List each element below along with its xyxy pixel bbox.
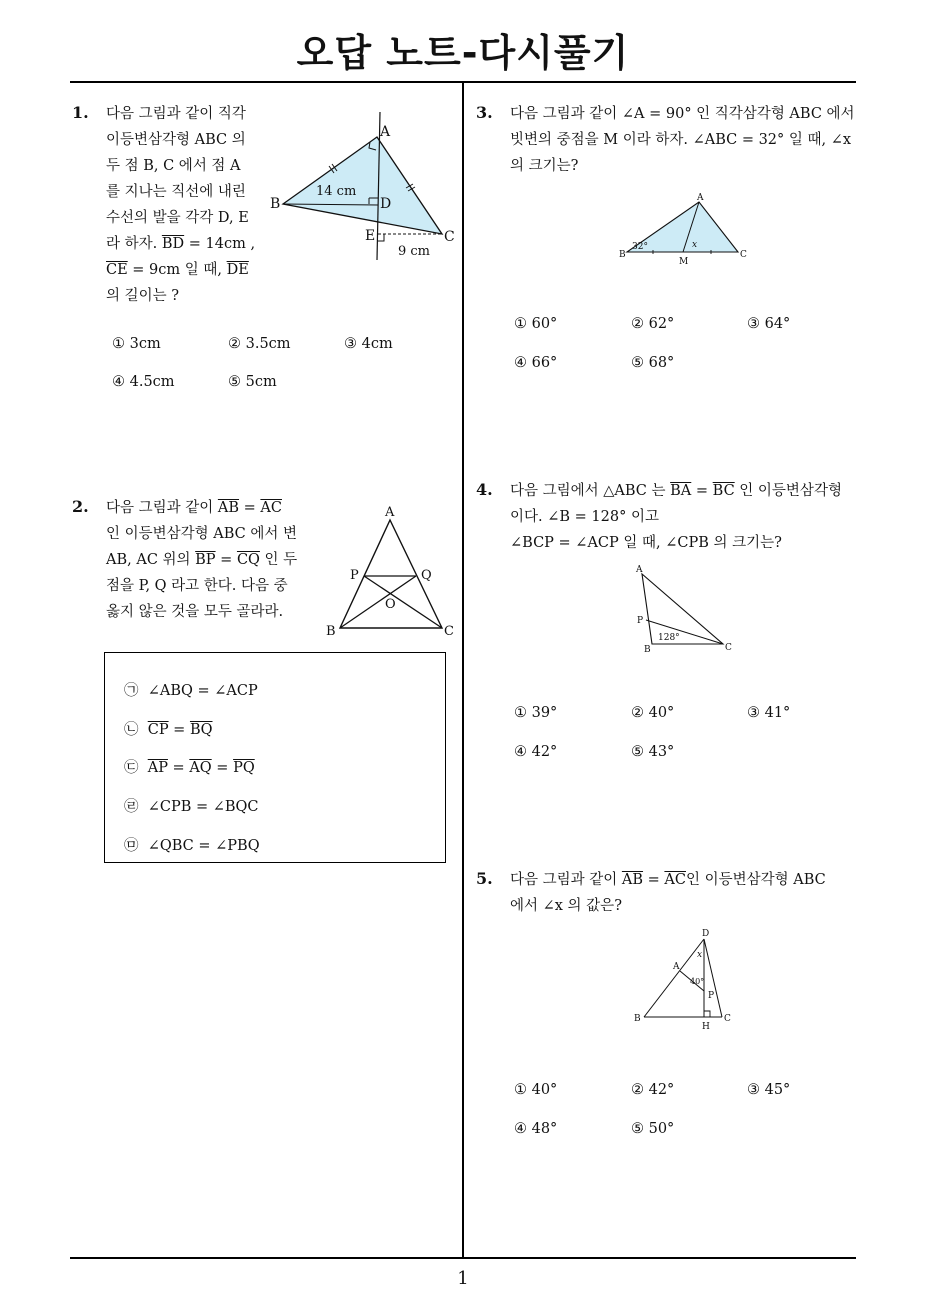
segment-bd: $\overline{BD}$ bbox=[161, 236, 185, 252]
q4-line: 이다. ∠B = 128° 이고 bbox=[510, 509, 659, 525]
q4-option-1[interactable]: ① 39° bbox=[514, 705, 558, 721]
q3-x-label: x bbox=[692, 240, 698, 250]
q4-label-a: A bbox=[636, 565, 643, 575]
q3-option-5[interactable]: ⑤ 68° bbox=[631, 355, 675, 371]
question-5-figure bbox=[630, 925, 740, 1040]
statement-mark: ㉠ bbox=[124, 683, 139, 699]
statement-mark: ㉢ bbox=[124, 760, 139, 776]
q3-line: 빗변의 중점을 M 이라 하자. ∠ABC = 32° 일 때, ∠x bbox=[510, 132, 852, 148]
q1-label-c: C bbox=[444, 229, 455, 245]
q1-line: 다음 그림과 같이 직각 bbox=[106, 106, 246, 122]
bottom-rule bbox=[70, 1257, 856, 1259]
q2-statement-3[interactable] bbox=[124, 756, 255, 777]
page-number: 1 bbox=[457, 1268, 469, 1289]
question-1-figure bbox=[270, 100, 470, 270]
q2-line bbox=[106, 495, 306, 521]
q2-line: 옳지 않은 것을 모두 골라라. bbox=[106, 604, 284, 620]
q2-label-p: P bbox=[350, 568, 359, 583]
q4-angle-label: 128° bbox=[658, 633, 680, 643]
q1-line: 의 길이는 ? bbox=[106, 288, 180, 304]
q4-text: 인 이등변삼각형 bbox=[734, 483, 842, 499]
segment-bq: $\overline{BQ}$ bbox=[189, 722, 213, 738]
q3-label-m: M bbox=[679, 257, 689, 267]
q5-label-d: D bbox=[702, 929, 710, 939]
q1-line: 를 지나는 직선에 내린 bbox=[106, 184, 246, 200]
q3-label-c: C bbox=[740, 250, 747, 260]
q1-line bbox=[106, 231, 266, 257]
q4-text: 다음 그림에서 △ABC 는 bbox=[510, 483, 671, 499]
q2-label-c: C bbox=[444, 624, 454, 639]
segment-bc: $\overline{BC}$ bbox=[712, 483, 735, 499]
question-1-text bbox=[106, 101, 266, 309]
q1-option-4[interactable]: ④ 4.5cm bbox=[112, 374, 175, 390]
q5-option-1[interactable]: ① 40° bbox=[514, 1082, 558, 1098]
question-1-number: 1. bbox=[72, 103, 89, 122]
q2-line bbox=[106, 547, 306, 573]
q1-label-b: B bbox=[270, 196, 281, 212]
q1-line: 수선의 발을 각각 D, E bbox=[106, 210, 249, 226]
segment-ab: $\overline{AB}$ bbox=[217, 500, 240, 516]
q3-option-4[interactable]: ④ 66° bbox=[514, 355, 558, 371]
q1-line: 두 점 B, C 에서 점 A bbox=[106, 158, 241, 174]
q3-option-3[interactable]: ③ 64° bbox=[747, 316, 791, 332]
question-3-text bbox=[510, 101, 860, 179]
q2-label-q: Q bbox=[421, 568, 432, 583]
q1-option-1[interactable]: ① 3cm bbox=[112, 336, 161, 352]
question-5-number: 5. bbox=[476, 869, 493, 888]
segment-cp: $\overline{CP}$ bbox=[147, 722, 169, 738]
q5-label-a: A bbox=[673, 962, 680, 972]
q1-option-5[interactable]: ⑤ 5cm bbox=[228, 374, 277, 390]
q4-line bbox=[510, 478, 860, 504]
q5-label-p: P bbox=[708, 991, 715, 1001]
q4-line: ∠BCP = ∠ACP 일 때, ∠CPB 의 크기는? bbox=[510, 535, 782, 551]
q4-label-b: B bbox=[644, 645, 651, 655]
segment-ce: $\overline{CE}$ bbox=[106, 262, 128, 278]
q4-option-4[interactable]: ④ 42° bbox=[514, 744, 558, 760]
q3-option-2[interactable]: ② 62° bbox=[631, 316, 675, 332]
statement-text: = bbox=[211, 760, 234, 776]
question-3-figure bbox=[615, 190, 755, 270]
q4-option-3[interactable]: ③ 41° bbox=[747, 705, 791, 721]
q3-angle-label: 32° bbox=[632, 242, 648, 252]
q1-label-d: D bbox=[380, 196, 392, 212]
segment-bp: $\overline{BP}$ bbox=[195, 552, 216, 568]
q3-label-a: A bbox=[697, 193, 704, 203]
q5-text: 인 이등변삼각형 ABC bbox=[685, 872, 826, 888]
q2-statement-5[interactable] bbox=[124, 834, 260, 855]
q1-line: 이등변삼각형 ABC 의 bbox=[106, 132, 246, 148]
q5-option-4[interactable]: ④ 48° bbox=[514, 1121, 558, 1137]
q2-label-a: A bbox=[385, 505, 395, 520]
q2-line: 인 이등변삼각형 ABC 에서 변 bbox=[106, 526, 297, 542]
statement-text: ∠CPB = ∠BQC bbox=[147, 799, 259, 815]
q4-text: = bbox=[691, 483, 713, 499]
q1-length-ce: 9 cm bbox=[398, 244, 431, 259]
q1-option-2[interactable]: ② 3.5cm bbox=[228, 336, 291, 352]
q5-line: 에서 ∠x 의 값은? bbox=[510, 898, 622, 914]
segment-ac: $\overline{AC}$ bbox=[664, 872, 686, 888]
q5-label-c: C bbox=[724, 1014, 731, 1024]
segment-pq: $\overline{PQ}$ bbox=[233, 760, 255, 776]
q3-label-b: B bbox=[619, 250, 626, 260]
q5-option-2[interactable]: ② 42° bbox=[631, 1082, 675, 1098]
q5-label-b: B bbox=[634, 1014, 641, 1024]
question-4-figure bbox=[628, 562, 748, 662]
q2-text: 인 두 bbox=[259, 552, 298, 568]
q2-statement-2[interactable] bbox=[124, 718, 213, 739]
q3-option-1[interactable]: ① 60° bbox=[514, 316, 558, 332]
statement-text: = bbox=[168, 722, 190, 738]
q2-label-o: O bbox=[385, 597, 396, 612]
q4-label-c: C bbox=[725, 643, 732, 653]
statement-mark: ㉡ bbox=[124, 722, 139, 738]
statement-mark: ㉣ bbox=[124, 799, 139, 815]
statement-mark: ㉤ bbox=[124, 838, 139, 854]
q4-option-2[interactable]: ② 40° bbox=[631, 705, 675, 721]
segment-aq: $\overline{AQ}$ bbox=[189, 760, 212, 776]
q1-text: 라 하자. bbox=[106, 236, 162, 252]
q5-option-3[interactable]: ③ 45° bbox=[747, 1082, 791, 1098]
q1-text: = 9cm 일 때, bbox=[127, 262, 227, 278]
q2-line: 점을 P, Q 라고 한다. 다음 중 bbox=[106, 578, 288, 594]
segment-ab: $\overline{AB}$ bbox=[621, 872, 644, 888]
question-4-text bbox=[510, 478, 860, 556]
q5-angle-label: 40° bbox=[690, 977, 705, 986]
q5-line bbox=[510, 867, 860, 893]
segment-de: $\overline{DE}$ bbox=[226, 262, 249, 278]
segment-ap: $\overline{AP}$ bbox=[147, 760, 168, 776]
segment-ba: $\overline{BA}$ bbox=[670, 483, 692, 499]
page-title: 오답 노트-다시풀기 bbox=[296, 31, 630, 75]
segment-cq: $\overline{CQ}$ bbox=[236, 552, 260, 568]
q5-label-h: H bbox=[702, 1022, 710, 1032]
q1-label-a: A bbox=[380, 124, 391, 140]
q1-line bbox=[106, 257, 266, 283]
q3-line: 다음 그림과 같이 ∠A = 90° 인 직각삼각형 ABC 에서 bbox=[510, 106, 855, 122]
q5-x-label: x bbox=[697, 950, 703, 960]
q1-length-bd: 14 cm bbox=[316, 184, 357, 199]
statement-text: ∠QBC = ∠PBQ bbox=[147, 838, 260, 854]
q5-text: = bbox=[643, 872, 665, 888]
statement-text: = bbox=[167, 760, 190, 776]
q2-text: AB, AC 위의 bbox=[106, 552, 196, 568]
q2-text: = bbox=[239, 500, 261, 516]
q1-label-e: E bbox=[365, 228, 376, 244]
q5-text: 다음 그림과 같이 bbox=[510, 872, 622, 888]
question-3-number: 3. bbox=[476, 103, 493, 122]
q4-option-5[interactable]: ⑤ 43° bbox=[631, 744, 675, 760]
question-5-text bbox=[510, 867, 860, 919]
q2-text: 다음 그림과 같이 bbox=[106, 500, 218, 516]
question-4-number: 4. bbox=[476, 480, 493, 499]
segment-ac: $\overline{AC}$ bbox=[260, 500, 282, 516]
q3-line: 의 크기는? bbox=[510, 158, 579, 174]
question-2-number: 2. bbox=[72, 497, 89, 516]
q2-statement-4[interactable] bbox=[124, 795, 259, 816]
question-2-figure bbox=[322, 500, 462, 645]
q5-option-5[interactable]: ⑤ 50° bbox=[631, 1121, 675, 1137]
q2-text: = bbox=[215, 552, 237, 568]
statement-text: ∠ABQ = ∠ACP bbox=[147, 683, 258, 699]
q2-label-b: B bbox=[326, 624, 336, 639]
q1-text: = 14cm , bbox=[184, 236, 256, 252]
question-2-text bbox=[106, 495, 306, 625]
q2-statement-1[interactable] bbox=[124, 679, 258, 700]
q1-option-3[interactable]: ③ 4cm bbox=[344, 336, 393, 352]
q4-label-p: P bbox=[637, 616, 644, 626]
